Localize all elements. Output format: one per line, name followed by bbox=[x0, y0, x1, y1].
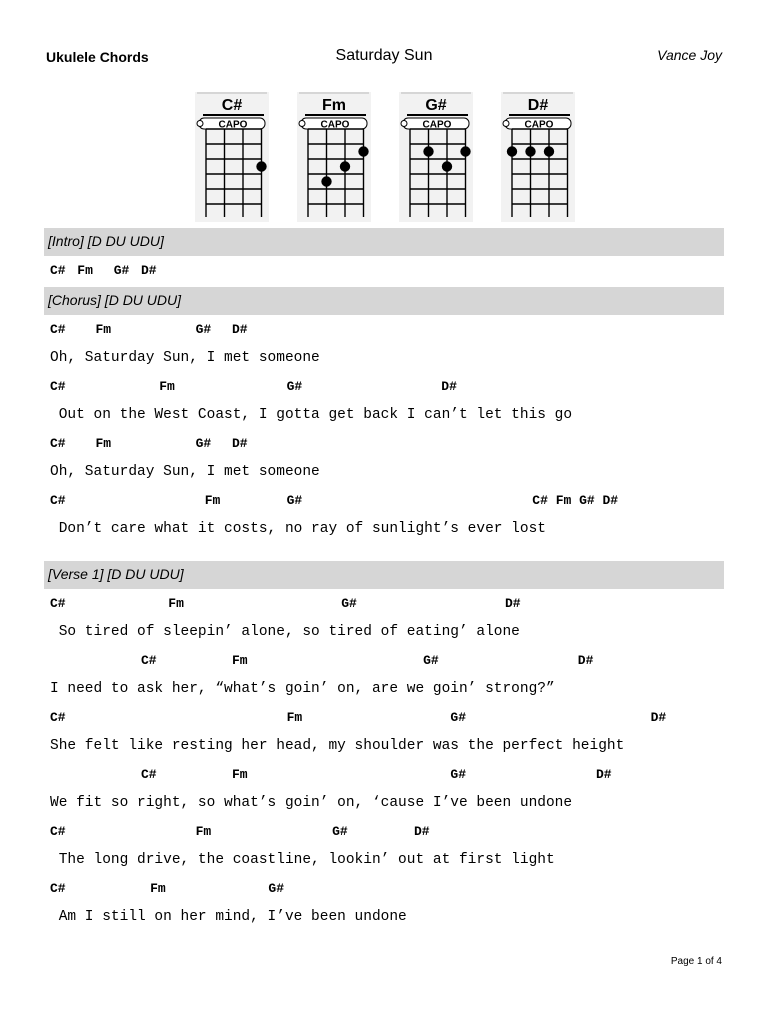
chord-symbol: D# bbox=[596, 767, 612, 782]
chord-line bbox=[0, 263, 768, 283]
chord-name: G# bbox=[425, 97, 447, 114]
chord-symbol: G# bbox=[450, 767, 466, 782]
finger-dot bbox=[423, 146, 433, 156]
chord-symbol: C# Fm G# D# bbox=[532, 493, 619, 508]
chord-symbol: C# bbox=[50, 263, 66, 278]
chord-diagram-cs bbox=[195, 92, 269, 222]
section-label: [Chorus] [D DU UDU] bbox=[48, 292, 182, 308]
finger-dot bbox=[507, 146, 517, 156]
chord-symbol: C# bbox=[50, 824, 66, 839]
lyric-line: The long drive, the coastline, lookin’ out at first light bbox=[50, 852, 555, 868]
chord-symbol: C# bbox=[50, 436, 66, 451]
chord-symbol: C# bbox=[50, 493, 66, 508]
lyric-line: She felt like resting her head, my shoulder was the perfect height bbox=[50, 738, 625, 754]
lyric-line: Don’t care what it costs, no ray of sunlight’s ever lost bbox=[50, 521, 546, 537]
chord-line bbox=[0, 322, 768, 342]
chord-symbol: C# bbox=[50, 322, 66, 337]
chord-symbol: D# bbox=[577, 653, 594, 668]
lyric-line: I need to ask her, “what’s goin’ on, are we goin’ strong?” bbox=[50, 681, 555, 697]
chord-name: C# bbox=[221, 97, 243, 114]
finger-dot bbox=[256, 161, 266, 171]
lyric-line: So tired of sleepin’ alone, so tired of eating’ alone bbox=[50, 624, 520, 640]
chord-symbol: G# bbox=[195, 436, 212, 451]
chord-symbol: Fm bbox=[232, 653, 248, 668]
chord-symbol: Fm bbox=[77, 263, 93, 278]
chord-symbol: D# bbox=[505, 596, 521, 611]
chord-name: D# bbox=[527, 97, 549, 114]
chord-diagram-graphic bbox=[399, 92, 473, 222]
capo-label: CAPO bbox=[218, 119, 248, 131]
chord-line bbox=[0, 596, 768, 616]
chord-line bbox=[0, 881, 768, 901]
lyric-line: Oh, Saturday Sun, I met someone bbox=[50, 350, 320, 366]
chord-line bbox=[0, 824, 768, 844]
finger-dot bbox=[340, 161, 350, 171]
chord-diagram-ds bbox=[501, 92, 575, 222]
chord-diagram-fm bbox=[297, 92, 371, 222]
finger-dot bbox=[321, 176, 331, 186]
chord-symbol: C# bbox=[50, 379, 66, 394]
chord-diagrams bbox=[195, 92, 575, 222]
section-label: [Intro] [D DU UDU] bbox=[48, 233, 164, 249]
lyric-line: We fit so right, so what’s goin’ on, ‘cause I’ve been undone bbox=[50, 795, 573, 811]
chord-symbol: G# bbox=[450, 710, 466, 725]
chord-name: Fm bbox=[322, 97, 346, 114]
chord-line bbox=[0, 379, 768, 399]
chord-symbol: Fm bbox=[232, 767, 248, 782]
section-intro bbox=[44, 228, 724, 256]
capo-label: CAPO bbox=[422, 119, 452, 131]
capo-label: CAPO bbox=[320, 119, 350, 131]
chord-symbol: Fm bbox=[286, 710, 303, 725]
chord-symbol: G# bbox=[195, 322, 212, 337]
artist-name: Vance Joy bbox=[657, 47, 722, 63]
finger-dot bbox=[544, 146, 554, 156]
chord-symbol: C# bbox=[141, 653, 157, 668]
chord-symbol: C# bbox=[50, 596, 66, 611]
chord-diagram-gs bbox=[399, 92, 473, 222]
chord-symbol: Fm bbox=[168, 596, 184, 611]
chord-symbol: Fm bbox=[150, 881, 166, 896]
section-chorus bbox=[44, 287, 724, 315]
chord-symbol: G# bbox=[286, 493, 303, 508]
chord-symbol: D# bbox=[232, 436, 248, 451]
section-verse-1 bbox=[44, 561, 724, 589]
lyric-line: Oh, Saturday Sun, I met someone bbox=[50, 464, 320, 480]
chord-symbol: G# bbox=[423, 653, 439, 668]
chord-symbol: G# bbox=[341, 596, 357, 611]
lyric-line: Out on the West Coast, I gotta get back I can’t let this go bbox=[50, 407, 573, 423]
chord-diagram-graphic bbox=[501, 92, 575, 222]
finger-dot bbox=[358, 146, 368, 156]
chord-symbol: C# bbox=[50, 710, 66, 725]
chord-symbol: Fm bbox=[159, 379, 175, 394]
section-label: [Verse 1] [D DU UDU] bbox=[48, 566, 184, 582]
chord-symbol: G# bbox=[113, 263, 130, 278]
chord-diagram-graphic bbox=[195, 92, 269, 222]
chord-symbol: D# bbox=[441, 379, 457, 394]
chord-symbol: G# bbox=[286, 379, 303, 394]
chord-symbol: Fm bbox=[95, 436, 112, 451]
finger-dot bbox=[525, 146, 535, 156]
song-title: Saturday Sun bbox=[335, 47, 433, 64]
chord-symbol: D# bbox=[414, 824, 430, 839]
chord-diagram-graphic bbox=[297, 92, 371, 222]
chord-symbol: Fm bbox=[195, 824, 212, 839]
finger-dot bbox=[460, 146, 470, 156]
chord-line bbox=[0, 767, 768, 787]
chord-symbol: C# bbox=[141, 767, 157, 782]
page-number: Page 1 of 4 bbox=[670, 956, 722, 967]
doc-label: Ukulele Chords bbox=[46, 49, 149, 65]
chord-symbol: D# bbox=[232, 322, 248, 337]
chord-line bbox=[0, 493, 768, 513]
lyric-line: Am I still on her mind, I’ve been undone bbox=[50, 909, 407, 925]
chord-symbol: D# bbox=[650, 710, 667, 725]
chord-symbol: Fm bbox=[204, 493, 221, 508]
finger-dot bbox=[442, 161, 452, 171]
chord-line bbox=[0, 710, 768, 730]
chord-symbol: C# bbox=[50, 881, 66, 896]
chord-symbol: G# bbox=[332, 824, 348, 839]
chord-symbol: Fm bbox=[95, 322, 112, 337]
chord-line bbox=[0, 653, 768, 673]
capo-label: CAPO bbox=[524, 119, 554, 131]
chord-line bbox=[0, 436, 768, 456]
chord-symbol: G# bbox=[268, 881, 284, 896]
chord-symbol: D# bbox=[141, 263, 157, 278]
